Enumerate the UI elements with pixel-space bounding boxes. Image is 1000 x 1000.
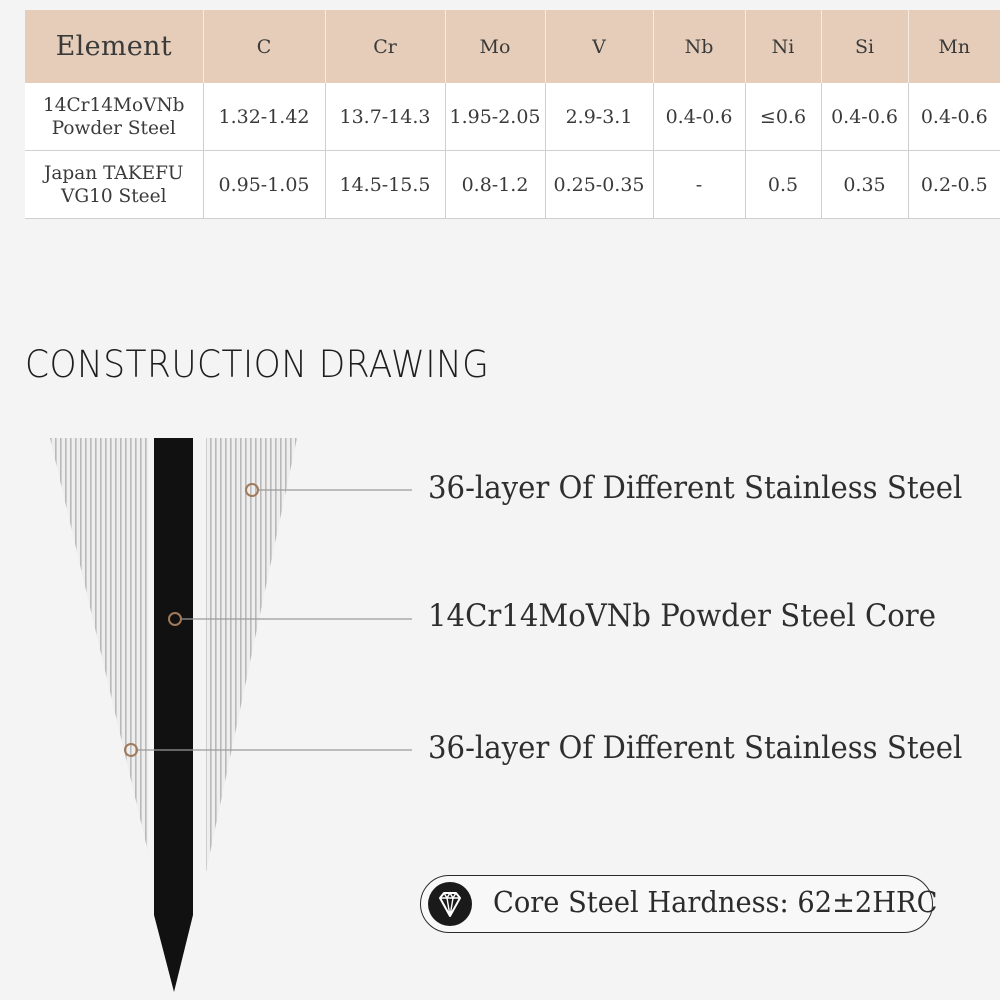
row-name-line1: Japan TAKEFU <box>43 162 184 184</box>
header-c: C <box>203 10 325 83</box>
left-cladding-layers <box>50 438 148 852</box>
cell-mo: 1.95-2.05 <box>445 83 545 151</box>
hardness-text: Core Steel Hardness: 62±2HRC <box>493 885 938 919</box>
cell-nb: 0.4-0.6 <box>653 83 745 151</box>
cell-c: 1.32-1.42 <box>203 83 325 151</box>
row-name-line1: 14Cr14MoVNb <box>42 94 185 116</box>
diamond-icon <box>425 879 475 929</box>
cell-cr: 14.5-15.5 <box>325 151 445 219</box>
cell-mn: 0.2-0.5 <box>908 151 1000 219</box>
header-nb: Nb <box>653 10 745 83</box>
cell-mo: 0.8-1.2 <box>445 151 545 219</box>
header-mn: Mn <box>908 10 1000 83</box>
cell-si: 0.35 <box>821 151 908 219</box>
cell-v: 0.25-0.35 <box>545 151 653 219</box>
header-element: Element <box>25 10 203 83</box>
callout-label-lower-layers: 36-layer Of Different Stainless Steel <box>428 730 963 766</box>
cell-ni: ≤0.6 <box>745 83 821 151</box>
callout-label-upper-layers: 36-layer Of Different Stainless Steel <box>428 470 963 506</box>
header-ni: Ni <box>745 10 821 83</box>
header-cr: Cr <box>325 10 445 83</box>
hardness-badge <box>420 875 938 933</box>
steel-core <box>154 438 193 992</box>
cell-ni: 0.5 <box>745 151 821 219</box>
cell-v: 2.9-3.1 <box>545 83 653 151</box>
row-name-line2: Powder Steel <box>51 117 176 139</box>
cell-mn: 0.4-0.6 <box>908 83 1000 151</box>
cell-nb: - <box>653 151 745 219</box>
callout-label-core: 14Cr14MoVNb Powder Steel Core <box>428 598 936 634</box>
cell-cr: 13.7-14.3 <box>325 83 445 151</box>
header-si: Si <box>821 10 908 83</box>
header-v: V <box>545 10 653 83</box>
right-cladding-layers <box>206 438 297 872</box>
header-mo: Mo <box>445 10 545 83</box>
cell-si: 0.4-0.6 <box>821 83 908 151</box>
row-name-line2: VG10 Steel <box>61 185 167 207</box>
section-title: CONSTRUCTION DRAWING <box>25 343 490 386</box>
cell-c: 0.95-1.05 <box>203 151 325 219</box>
